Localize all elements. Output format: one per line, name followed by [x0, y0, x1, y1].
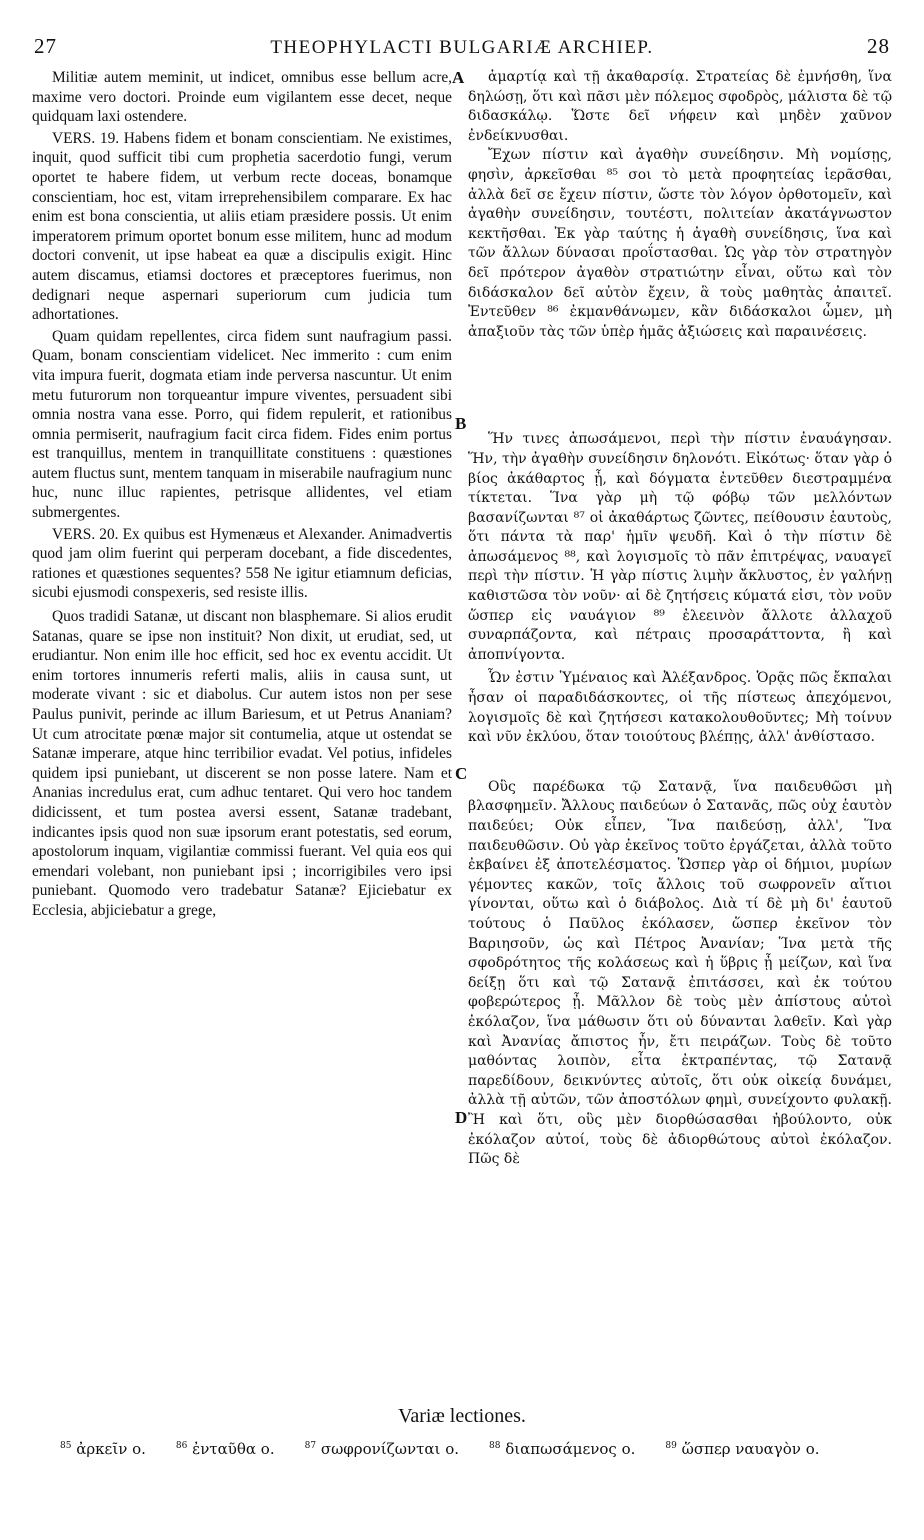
- footnote-number: 86: [175, 1441, 188, 1451]
- footnote: [176, 1440, 275, 1458]
- footnote-text: ὥσπερ ναυαγὸν ο.: [681, 1440, 820, 1458]
- running-title: THEOPHYLACTI BULGARIÆ ARCHIEP.: [270, 37, 654, 58]
- footnote: [665, 1440, 819, 1458]
- greek-paragraph: ἁμαρτίᾳ καὶ τῇ ἀκαθαρσίᾳ. Στρατείας δὲ ἐμνήσθη, ἵνα δηλώσῃ, ὅτι καὶ πᾶσι μὲν πόλεμος σφοδρὸς, μάλιστα δὲ τῷ διδασκάλῳ. Ὥστε δεῖ νήφειν καὶ μηδὲν χαῦνον ἐνδείκνυσθαι.: [468, 69, 892, 144]
- margin-letter-c: C: [455, 764, 468, 783]
- variae-lectiones-notes: [60, 1440, 880, 1458]
- footnote-number: 89: [665, 1441, 677, 1451]
- greek-paragraph: Ὧν ἐστιν Ὑμέναιος καὶ Ἀλέξανδρος. Ὁρᾷς πῶς ἔκπαλαι ἦσαν οἱ παραδιδάσκοντες, οἱ τῆς πίστεως ἀπεχόμενοι, λογισμοῖς δὲ καὶ ζητήσεσι κατακολουθοῦντες; Μὴ τοίνυν καὶ νῦν ἐκλύου, ὅταν τοιούτους βλέπῃς, ἀλλ' ἀνθίστασο.: [468, 670, 892, 746]
- latin-column: [32, 68, 452, 921]
- page-number-left: 27: [34, 34, 57, 58]
- footnote: [489, 1440, 635, 1458]
- greek-column: [468, 68, 892, 1170]
- footnote-text: διαπωσάμενος ο.: [505, 1440, 636, 1458]
- latin-paragraph: VERS. 20. Ex quibus est Hymenæus et Alexander. Animadvertis quod jam olim fuerint qui perperam docebant, a fide discedentes, rationes et quæstiones sequentes? 558 Ne igitur etiamnum deficias, sicubi ejusmodi conspexeris, sed resiste illis.: [32, 525, 452, 602]
- footnote-number: 88: [489, 1441, 501, 1451]
- variae-lectiones-heading: Variæ lectiones.: [398, 1405, 526, 1427]
- latin-paragraph: VERS. 19. Habens fidem et bonam conscientiam. Ne existimes, inquit, quod sufficit tibi cum prophetia sacerdotio fungi, verum oportet te habere fidem, ut verbum recte doceas, bonamque conscientiam, hoc est, vitam irreprehensibilem comparare. Ex hac enim est bona conscientia, ut aliis etiam præsidere possis. Ut enim imperatorem primum oportet bonum esse militem, hunc ad modum doctori convenit, ut ipse habeat ea quæ a discipulis exigit. Hinc autem discamus, etiamsi doctores et præceptores fuerimus, non dedignari neque aspernari superiorum cum judicia tum adhortationes.: [32, 129, 452, 324]
- latin-paragraph: Militiæ autem meminit, ut indicet, omnibus esse bellum acre, maxime vero doctori. Proinde eum vigilantem esse decet, neque quidquam laxi ostendere.: [32, 69, 452, 126]
- greek-paragraph: Ἥν τινες ἀπωσάμενοι, περὶ τὴν πίστιν ἐναυάγησαν. Ἥν, τὴν ἀγαθὴν συνείδησιν δηλονότι. Εἰκότως· ὅταν γὰρ ὁ βίος ἀκάθαρτος ᾖ, καὶ δόγματα ἐντεῦθεν διεστραμμένα τίκτεται. Ἵνα γὰρ μὴ τῷ φόβῳ τῶν μελλόντων βασανίζωνται ⁸⁷ οἱ ἀκαθάρτως ζῶντες, πείθουσιν ἑαυτοὺς, ὅτι πάντα τὰ παρ' ἡμῖν ψευδῆ. Καὶ ὁ τὴν πίστιν δὲ ἀπωσάμενος ⁸⁸, καὶ λογισμοῖς τὸ πᾶν ἐπιτρέψας, ναυαγεῖ περὶ τὴν πίστιν. Ἡ γὰρ πίστις λιμὴν ἄκλυστος, ἐν γαλήνῃ καθιστῶσα τὸν νοῦν· αἱ δὲ ζητήσεις κύματά εἰσι, τὸν νοῦν ὥσπερ εἰς ναυάγιον ⁸⁹ ἐλεεινὸν ἄλλοτε ἀλλαχοῦ συναρπάζοντα, καὶ πέτραις προσαράττοντα, ἢ καὶ ἀποπνίγοντα.: [468, 431, 892, 663]
- greek-paragraph: Ἔχων πίστιν καὶ ἀγαθὴν συνείδησιν. Μὴ νομίσῃς, φησὶν, ἀρκεῖσθαι ⁸⁵ σοι τὸ μετὰ προφητείας ἱερᾶσθαι, ἀλλὰ δεῖ σε ἔχειν πίστιν, ὥστε τὸν λόγον ὀρθοτομεῖν, καὶ ἀγαθὴν συνείδησιν, τουτέστι, πολιτείαν ἀκατάγνωστον κεκτῆσθαι. Ἐκ γὰρ ταύτης ἡ ἀγαθὴ συνείδησις, ἵνα καὶ τῶν ἄλλων δύνασαι προΐστασθαι. Ὡς γὰρ τὸν στρατηγὸν δεῖ πρότερον ἀγαθὸν στρατιώτην εἶναι, οὕτω καὶ τὸν διδάσκαλον δεῖ αὐτὸν ἔχειν, ἃ τοὺς μαθητὰς ἀπαιτεῖ. Ἐντεῦθεν ⁸⁶ ἐκμανθάνωμεν, κἂν διδάσκαλοι ὦμεν, μὴ ἀπαξιοῦν τὰς τῶν ὑπὲρ ἡμᾶς ἀξιώσεις καὶ παραινέσεις.: [468, 147, 892, 340]
- margin-letter-d: D: [455, 1108, 468, 1127]
- latin-paragraph: Quam quidam repellentes, circa fidem sunt naufragium passi. Quam, bonam conscientiam videlicet. Nec immerito : cum enim vita impura fuerit, dogmata etiam inde perversa nascuntur. Ut enim metu futurorum non torqueantur impure viventes, persuadent sibi omnia nostra vana esse. Porro, qui fidem repulerit, et rationibus omnia permiserit, naufragium facit circa fidem. Fides enim portus est tranquillus, mentem in tranquillitate constituens : quæstiones autem fluctus sunt, mentem tanquam in miserabile naufragium nunc huc, nunc illuc rapientes, petrisque allidentes, vel etiam submergentes.: [32, 327, 452, 522]
- footnote-number: 85: [60, 1441, 72, 1451]
- page-number-right: 28: [866, 34, 890, 58]
- page-header: [34, 34, 890, 64]
- margin-letter-b: B: [455, 414, 467, 433]
- margin-letter-a: A: [452, 68, 465, 87]
- footnote: [60, 1440, 146, 1458]
- footnote-text: ἐνταῦθα ο.: [192, 1440, 275, 1458]
- latin-paragraph: Quos tradidi Satanæ, ut discant non blasphemare. Si alios erudit Satanas, quare se ipse non instituit? Non dixit, ut erudiat, sed, ut erudiantur. Non enim ille hoc efficit, sed hoc ex eventu accidit. Ut enim tortores innumeris referti malis, aliis in causa sunt, ut moderate vivant : sic et diabolus. Cur autem istos non per sese Paulus punivit, perinde ac illum Bariesum, et ut Petrus Ananiam? Ut cum atrocitate pœnæ major sit contumelia, atque ut ostendat se Satanæ imperare, atque hinc terribilior evadat. Vel potius, infideles quidem ipsi puniebant, ut discerent se non posse latere. Nam et Ananias incredulus erat, cum adhuc tentaret. Qui vero hoc tandem didicissent, et tum postea aversi essent, Satanæ tradebant, indicantes ipsis quod non suæ ipsorum erant potestatis, sed eorum, apostolorum inquam, vigilantiæ commissi fuerant. Vel quia eos qui emendari volebant, non puniebant ipsi ; incorrigibiles vero ipsi puniebant. Quomodo vero tradebatur Satanæ? Ejiciebatur ex Ecclesia, abjiciebatur a grege,: [32, 608, 452, 919]
- footnote-number: 87: [304, 1441, 317, 1451]
- footnote: [305, 1440, 459, 1458]
- footnote-text: σωφρονίζωνται ο.: [320, 1440, 460, 1458]
- greek-paragraph: Οὓς παρέδωκα τῷ Σατανᾷ, ἵνα παιδευθῶσι μὴ βλασφημεῖν. Ἄλλους παιδεύων ὁ Σατανᾶς, πῶς οὐχ ἑαυτὸν παιδεύει; Οὐκ εἶπεν, Ἵνα παιδεύσῃ, ἀλλ', Ἵνα παιδευθῶσιν. Οὐ γὰρ ἐκεῖνος τοῦτο ἐργάζεται, ἀλλὰ τοῦτο ἐκβαίνει ἐξ ἀποτελέσματος. Ὥσπερ γὰρ οἱ δήμιοι, μυρίων γέμοντες κακῶν, τοῖς ἄλλοις τοῦ σωφρονεῖν αἴτιοι γίνονται, οὕτω καὶ ὁ διάβολος. Διὰ τί δὲ μὴ δι' ἑαυτοῦ τούτους ὁ Παῦλος ἐκόλασεν, ὥσπερ ἐκεῖνον τὸν Βαριησοῦν, ὡς καὶ Πέτρος Ἀνανίαν; Ἵνα μετὰ τῆς σφοδρότητος τῆς κολάσεως καὶ ἡ ὕβρις ᾖ μείζων, καὶ ἵνα δείξῃ ὅτι καὶ τῷ Σατανᾷ ἐπιτάσσει, καὶ ἐκ τούτου φοβερώτερος ᾖ. Μᾶλλον δὲ τοὺς μὲν ἀπίστους αὐτοὶ ἐκόλαζον, ἵνα μάθωσιν ὅτι οὐ δύνανται λαθεῖν. Καὶ γὰρ καὶ Ἀνανίας ἄπιστος ἦν, ἔτι πειράζων. Τοὺς δὲ τοῦτο μαθόντας λοιπὸν, εἶτα ἐκτραπέντας, τῷ Σατανᾷ παρεδίδουν, δεικνύντες αὐτοῖς, ὅτι οὐκ οἰκείᾳ δυνάμει, ἀλλὰ τῇ αὐτῶν, τῶν ἀποστόλων φημὶ, συνείχοντο φυλακῇ. Ἢ καὶ ὅτι, οὓς μὲν διορθώσασθαι ἠβούλοντο, οὐκ ἐκόλαζον αὐτοί, τοὺς δὲ ἀδιορθώτους αὐτοὶ ἐκόλαζον. Πῶς δὲ: [468, 778, 892, 1168]
- footnote-text: ἀρκεῖν ο.: [76, 1440, 146, 1458]
